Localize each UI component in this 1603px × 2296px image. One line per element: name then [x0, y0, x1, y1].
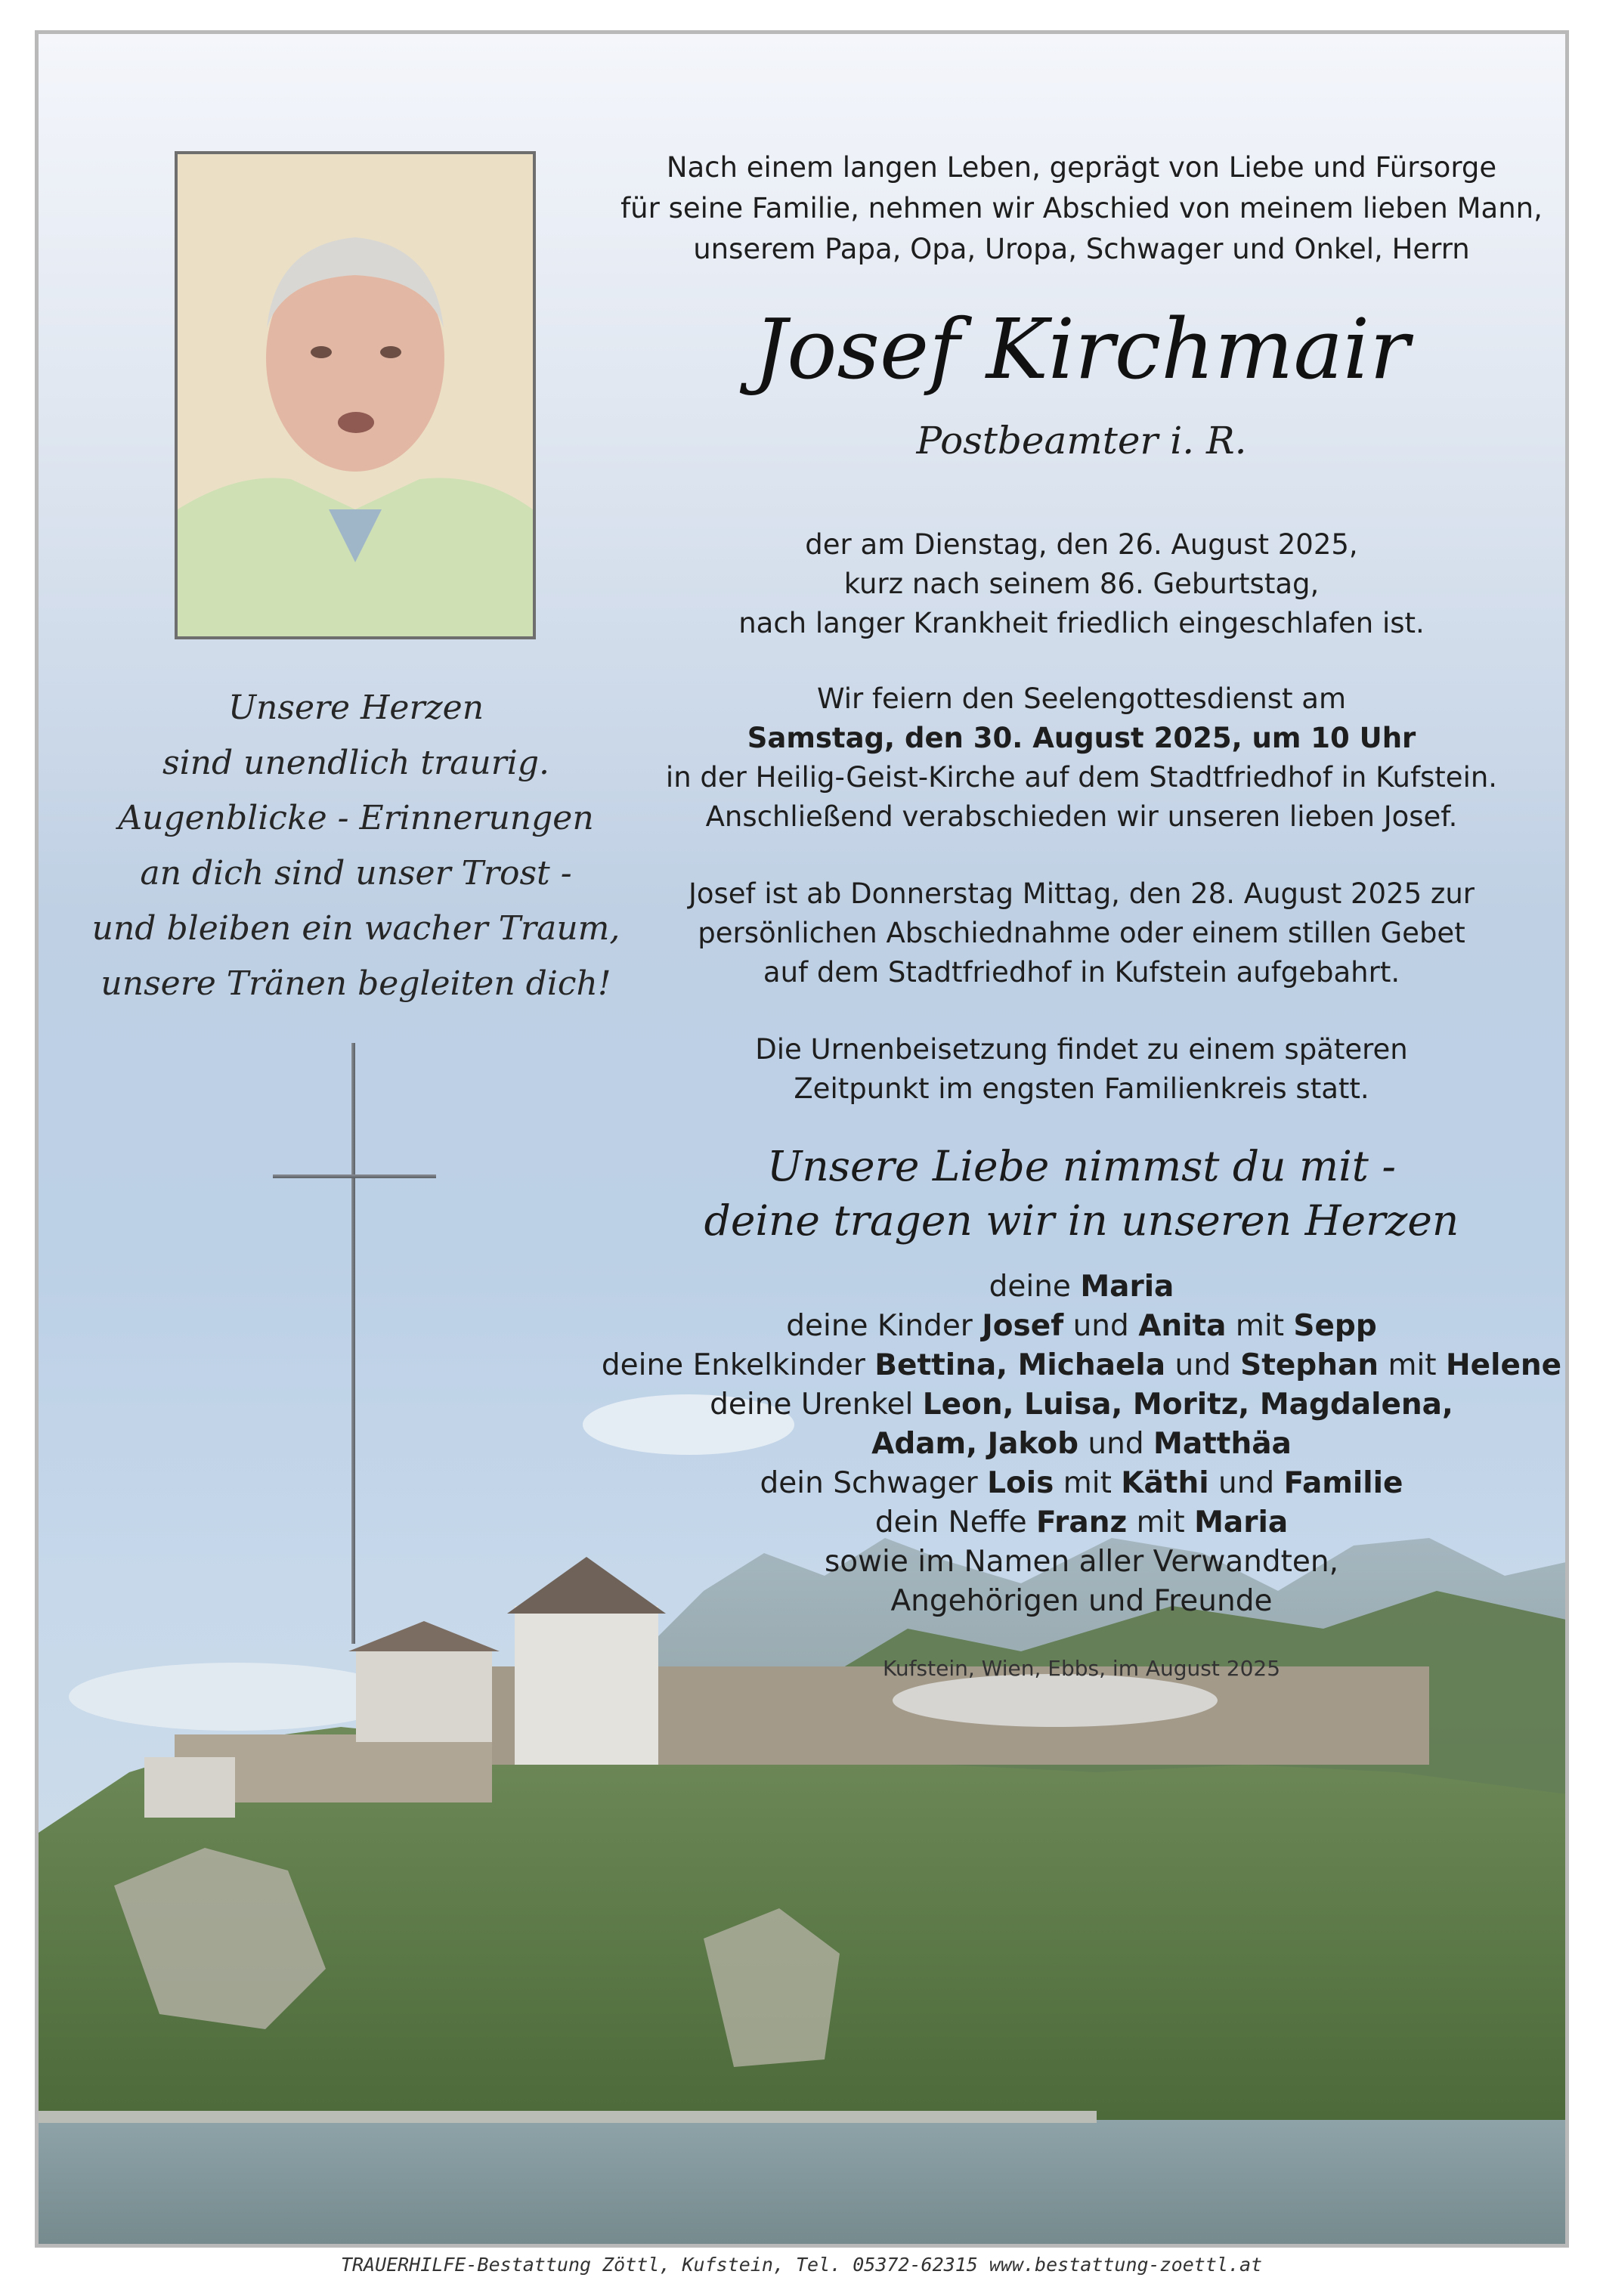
- poem-line: Unsere Herzen: [227, 688, 484, 727]
- burial-line: Die Urnenbeisetzung findet zu einem späteren: [755, 1033, 1408, 1066]
- poem-line: und bleiben ein wacher Traum,: [91, 909, 620, 948]
- viewing-line: auf dem Stadtfriedhof in Kufstein aufgebahrt.: [763, 956, 1400, 989]
- family-line: sowie im Namen aller Verwandten,: [824, 1545, 1339, 1579]
- viewing-info: [583, 874, 1569, 992]
- intro-line: Nach einem langen Leben, geprägt von Liebe und Fürsorge: [666, 151, 1497, 184]
- intro-line: für seine Familie, nehmen wir Abschied von meinem lieben Mann,: [620, 192, 1543, 224]
- river: [39, 2120, 1569, 2248]
- service-line: Wir feiern den Seelengottesdienst am: [816, 682, 1347, 715]
- funeral-home-footer: TRAUERHILFE-Bestattung Zöttl, Kufstein, Tel. 05372-62315 www.bestattung-zoettl.at: [340, 2254, 1263, 2276]
- poem-line: sind unendlich traurig.: [162, 744, 549, 782]
- family-line: deine Urenkel Leon, Luisa, Moritz, Magdalena,: [710, 1388, 1453, 1422]
- kaiserturm-tower: [515, 1606, 658, 1765]
- burial-line: Zeitpunkt im engsten Familienkreis statt.: [794, 1072, 1369, 1105]
- poem-line: Augenblicke - Erinnerungen: [118, 799, 594, 837]
- death-notice-line: kurz nach seinem 86. Geburtstag,: [843, 568, 1320, 600]
- family-list: [583, 1267, 1569, 1621]
- death-notice-line: der am Dienstag, den 26. August 2025,: [805, 528, 1358, 561]
- place-date: Kufstein, Wien, Ebbs, im August 2025: [882, 1656, 1281, 1681]
- portrait-photo: [175, 151, 536, 639]
- memorial-poem: [91, 680, 620, 1011]
- death-notice-line: nach langer Krankheit friedlich eingeschlafen ist.: [738, 607, 1425, 639]
- motto-line: Unsere Liebe nimmst du mit -: [767, 1142, 1396, 1190]
- fortress-building: [356, 1651, 492, 1742]
- family-line: deine Enkelkinder Bettina, Michaela und Stephan mit Helene: [601, 1348, 1562, 1382]
- obituary-card: [35, 30, 1569, 2248]
- family-line: dein Schwager Lois mit Käthi und Familie: [760, 1466, 1403, 1500]
- service-line: Anschließend verabschieden wir unseren lieben Josef.: [705, 800, 1458, 833]
- viewing-line: persönlichen Abschiednahme oder einem stillen Gebet: [698, 917, 1465, 949]
- motto-line: deine tragen wir in unseren Herzen: [704, 1196, 1459, 1245]
- deceased-name: Josef Kirchmair: [754, 301, 1410, 398]
- cross-icon-bar: [273, 1174, 436, 1178]
- intro-text: [583, 147, 1569, 270]
- family-line: deine Maria: [989, 1270, 1174, 1304]
- family-line: Angehörigen und Freunde: [890, 1584, 1273, 1618]
- service-info: [583, 679, 1569, 837]
- viewing-line: Josef ist ab Donnerstag Mittag, den 28. August 2025 zur: [688, 877, 1475, 910]
- death-notice: [583, 525, 1569, 643]
- fortress-building: [144, 1757, 235, 1818]
- cloud: [69, 1663, 401, 1731]
- service-line: in der Heilig-Geist-Kirche auf dem Stadtfriedhof in Kufstein.: [665, 761, 1498, 794]
- burial-info: [583, 1030, 1569, 1109]
- fortress-roof: [348, 1621, 500, 1651]
- riverbank: [39, 2111, 1097, 2123]
- family-line: deine Kinder Josef und Anita mit Sepp: [786, 1309, 1377, 1343]
- family-line: Adam, Jakob und Matthäa: [871, 1427, 1292, 1461]
- intro-line: unserem Papa, Opa, Uropa, Schwager und Onkel, Herrn: [693, 233, 1470, 265]
- portrait-figure: [178, 154, 533, 636]
- poem-line: unsere Tränen begleiten dich!: [101, 964, 611, 1003]
- service-date: Samstag, den 30. August 2025, um 10 Uhr: [747, 722, 1416, 754]
- cross-icon: [351, 1043, 355, 1644]
- poem-line: an dich sind unser Trost -: [140, 854, 572, 893]
- memorial-motto: [583, 1139, 1569, 1248]
- deceased-profession: Postbeamter i. R.: [916, 419, 1247, 463]
- family-line: dein Neffe Franz mit Maria: [874, 1505, 1289, 1539]
